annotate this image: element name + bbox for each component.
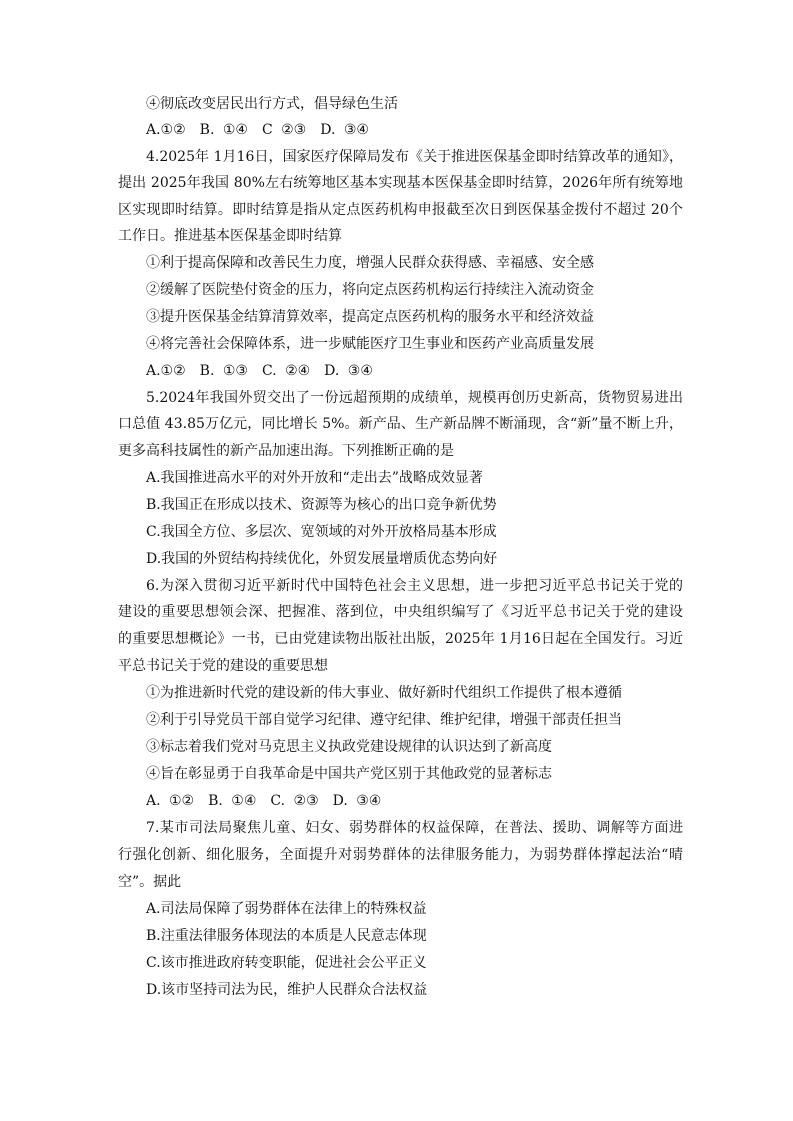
q7-option-a: A.司法局保障了弱势群体在法律上的特殊权益: [146, 901, 427, 917]
q4-option-3: ③提升医保基金结算清算效率，提高定点医药机构的服务水平和经济效益: [146, 309, 594, 325]
q7-stem-line-2: 行强化创新、细化服务，全面提升对弱势群体的法律服务能力，为弱势群体撑起法治“晴: [118, 847, 683, 863]
q4-option-4: ④将完善社会保障体系，进一步赋能医疗卫生事业和医药产业高质量发展: [146, 336, 594, 352]
q5-option-d: D.我国的外贸结构持续优化，外贸发展量增质优态势向好: [146, 551, 498, 567]
q4-stem-line-1: 4.2025年 1月16日，国家医疗保障局发布《关于推进医保基金即时结算改革的通知》，: [146, 149, 683, 165]
q6-option-1: ①为推进新时代党的建设新的伟大事业、做好新时代组织工作提供了根本遵循: [146, 685, 622, 701]
q4-option-1: ①利于提高保障和改善民生力度，增强人民群众获得感、幸福感、安全感: [146, 255, 594, 271]
q4-stem-line-4: 工作日。推进基本医保基金即时结算: [118, 228, 342, 244]
q6-stem-line-4: 平总书记关于党的建设的重要思想: [118, 658, 328, 674]
q4-stem-line-3: 区实现即时结算。即时结算是指从定点医药机构申报截至次日到医保基金拨付不超过 20个: [118, 202, 683, 218]
q3-option-4: ④彻底改变居民出行方式，倡导绿色生活: [146, 96, 398, 112]
q7-option-b: B.注重法律服务体现法的本质是人民意志体现: [146, 928, 427, 944]
q5-option-a: A.我国推进高水平的对外开放和“走出去”战略成效显著: [146, 470, 483, 486]
q3-choices: A.①② B. ①④ C ②③ D. ③④: [146, 122, 369, 138]
q6-option-2: ②利于引导党员干部自觉学习纪律、遵守纪律、维护纪律，增强干部责任担当: [146, 712, 622, 728]
q6-option-3: ③标志着我们党对马克思主义执政党建设规律的认识达到了新高度: [146, 739, 552, 755]
q7-option-c: C.该市推进政府转变职能，促进社会公平正义: [146, 955, 427, 971]
q7-option-d: D.该市坚持司法为民，维护人民群众合法权益: [146, 982, 428, 998]
q4-stem-line-2: 提出 2025年我国 80%左右统筹地区基本实现基本医保基金即时结算，2026年所有统筹地: [118, 175, 683, 191]
q5-option-b: B.我国正在形成以技术、资源等为核心的出口竞争新优势: [146, 497, 497, 513]
q5-stem-line-2: 口总值 43.85万亿元，同比增长 5%。新产品、生产新品牌不断涌现，含“新”量不断上升，: [118, 416, 683, 432]
q6-stem-line-1: 6.为深入贯彻习近平新时代中国特色社会主义思想，进一步把习近平总书记关于党的: [146, 578, 683, 594]
q7-stem-line-3: 空”。据此: [118, 874, 182, 890]
q5-option-c: C.我国全方位、多层次、宽领域的对外开放格局基本形成: [146, 524, 497, 540]
q6-choices: A. ①② B. ①④ C. ②③ D. ③④: [146, 793, 382, 809]
q6-stem-line-3: 的重要思想概论》一书，已由党建读物出版社出版，2025年 1月16日起在全国发行。习近: [118, 631, 683, 647]
q6-option-4: ④旨在彰显勇于自我革命是中国共产党区别于其他政党的显著标志: [146, 766, 552, 782]
q5-stem-line-1: 5.2024年我国外贸交出了一份远超预期的成绩单，规模再创历史新高，货物贸易进出: [146, 390, 683, 406]
q5-stem-line-3: 更多高科技属性的新产品加速出海。下列推断正确的是: [118, 443, 454, 459]
q4-option-2: ②缓解了医院垫付资金的压力，将向定点医药机构运行持续注入流动资金: [146, 282, 594, 298]
q7-stem-line-1: 7.某市司法局聚焦儿童、妇女、弱势群体的权益保障，在普法、援助、调解等方面进: [146, 820, 683, 836]
q4-choices: A.①② B. ①③ C. ②④ D. ③④: [146, 363, 373, 379]
q6-stem-line-2: 建设的重要思想领会深、把握准、落到位，中央组织编写了《习近平总书记关于党的建设: [118, 604, 683, 620]
